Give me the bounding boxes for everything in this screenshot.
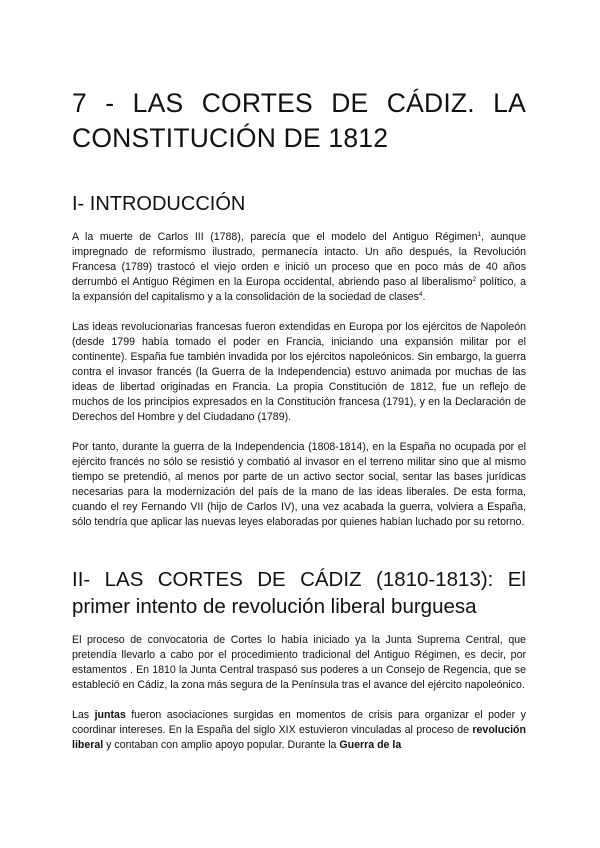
footnote-marker: 4 (418, 291, 423, 298)
paragraph-cortes-1: El proceso de convocatoria de Cortes lo había iniciado ya la Junta Suprema Central, que pretendía llevarlo a cabo por el procedimiento tradicional del Antiguo Régimen, es decir, por estamentos . En 1810 la Junta Central traspasó sus poderes a un Consejo de Regencia, que se estableció en Cádiz, la zona más segura de la Península tras el avance del ejército napoleónico. (72, 634, 526, 691)
paragraph-cortes-2 (72, 708, 526, 753)
paragraph-intro-1 (72, 230, 526, 305)
paragraph-intro-3: Por tanto, durante la guerra de la Independencia (1808-1814), en la España no ocupada por el ejército francés no sólo se resistió y combatió al invasor en el terreno militar sino que al mismo tiempo se pretendió, al menos por parte de un activo sector social, sentar las bases jurídicas necesarias para la modernización del país de la mano de las ideas liberales. De esta forma, cuando el rey Fernando VII (hijo de Carlos IV), una vez acabada la guerra, volviera a España, sólo tendría que aplicar las nuevas leyes elaboradas por quienes habían luchado por su retorno. (72, 441, 526, 528)
paragraph-intro-2: Las ideas revolucionarias francesas fueron extendidas en Europa por los ejércitos de Napoleón (desde 1799 había tomado el poder en Francia, iniciando una expansión militar por el continente). España fue también invadida por los ejércitos napoleónicos. Sin embargo, la guerra contra el invasor francés (la Guerra de la Independencia) estuvo animada por muchas de las ideas de libertad originadas en Francia. La propia Constitución de 1812, fue un reflejo de muchos de los principios expresados en la Constitución francesa (1791), y en la Declaración de Derechos del Hombre y del Ciudadano (1789). (72, 321, 526, 423)
text-run: , aunque impregnado de reformismo ilustrado, permanecía intacto. Un año después, la Revolución Francesa (1789) trastocó el viejo orden e inició un proceso que en poco más de 40 años derrumbó el Antiguo Régimen en la Europa occidental, abriendo paso al liberalismo (72, 231, 526, 288)
footnote-marker: 2 (472, 276, 477, 283)
text-run: . (422, 291, 426, 303)
bold-term: Guerra de la (339, 739, 402, 751)
text-run: fueron asociaciones surgidas en momentos de crisis para organizar el poder y coordinar intereses. En la España del siglo XIX estuvieron vinculadas al proceso de (72, 709, 526, 736)
document-page (72, 86, 526, 753)
bold-term: juntas (94, 709, 126, 721)
section-heading-introduccion: I- INTRODUCCIÓN (72, 193, 246, 215)
bold-term: revolución liberal (72, 724, 526, 751)
text-run: y contaban con amplio apoyo popular. Durante la (103, 739, 340, 751)
text-run: político, a la expansión del capitalismo y a la consolidación de la sociedad de clases (72, 276, 526, 303)
text-run: A la muerte de Carlos III (1788), parecía que el modelo del Antiguo Régimen (72, 231, 478, 243)
text-run: Las (72, 709, 95, 721)
section-heading-cortes-de-cadiz: II- LAS CORTES DE CÁDIZ (1810-1813): El primer intento de revolución liberal burguesa (72, 568, 526, 618)
document-title: 7 - LAS CORTES DE CÁDIZ. LA CONSTITUCIÓN DE 1812 (72, 88, 526, 153)
footnote-marker: 1 (477, 231, 482, 238)
